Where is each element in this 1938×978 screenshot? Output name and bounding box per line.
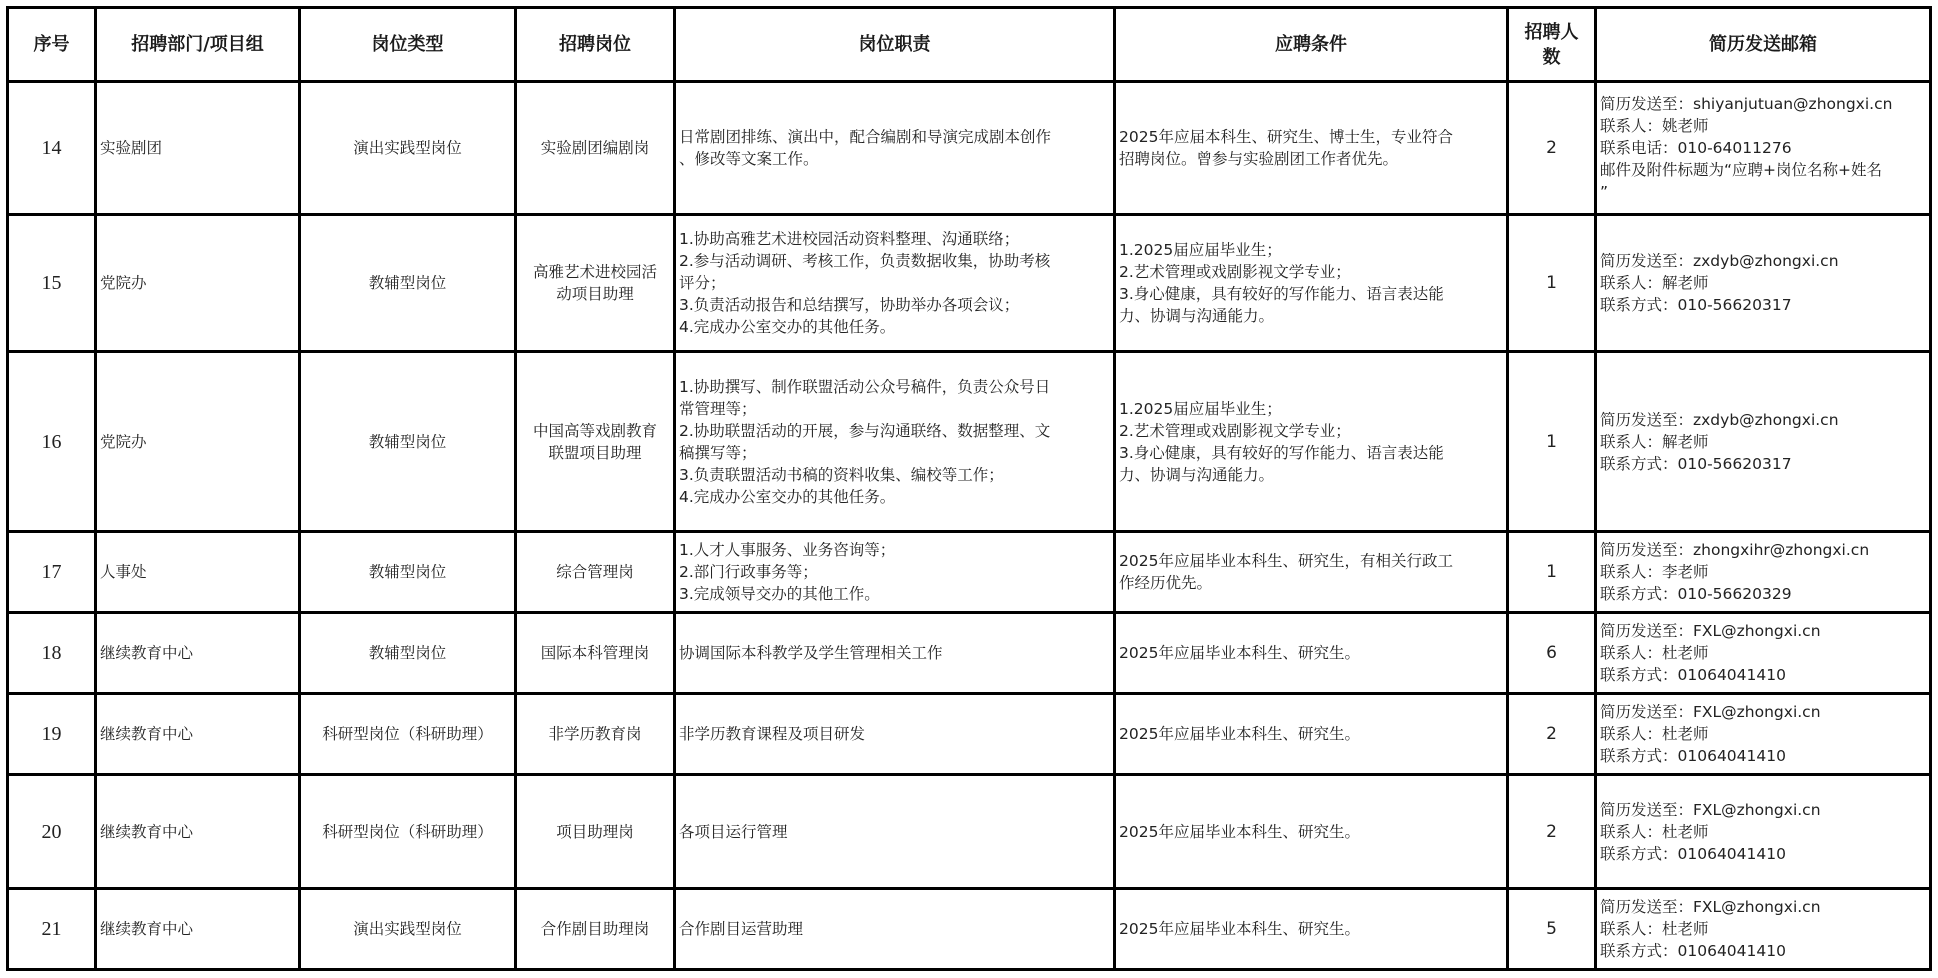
duties	[675, 775, 1115, 889]
requirement-line: 3.身心健康，具有较好的写作能力、语言表达能	[1119, 285, 1444, 303]
header-duties: 岗位职责	[675, 8, 1115, 82]
department: 继续教育中心	[96, 889, 300, 970]
header-requirements: 应聘条件	[1115, 8, 1508, 82]
header-row	[8, 8, 1931, 82]
duties	[675, 352, 1115, 532]
hire-count: 1	[1508, 352, 1596, 532]
duty-line: 4.完成办公室交办的其他任务。	[679, 318, 896, 336]
requirement-line: 2025年应届毕业本科生、研究生。	[1119, 822, 1360, 841]
requirements	[1115, 215, 1508, 352]
table-row	[8, 82, 1931, 215]
duty-line: 1.人才人事服务、业务咨询等；	[679, 541, 896, 559]
requirement-line: 2025年应届毕业本科生、研究生。	[1119, 920, 1360, 938]
requirements	[1115, 694, 1508, 775]
position-type: 教辅型岗位	[300, 352, 516, 532]
duty-line: 4.完成办公室交办的其他任务。	[679, 487, 896, 506]
contact-phone: 联系方式：01064041410	[1600, 747, 1786, 765]
position-line: 高雅艺术进校园活	[532, 263, 657, 281]
contact	[1596, 532, 1931, 613]
requirement-line: 1.2025届应届毕业生；	[1119, 241, 1282, 259]
department: 人事处	[96, 532, 300, 613]
contact-person: 联系人：杜老师	[1600, 644, 1709, 662]
duty-line: 1.协助撰写、制作联盟活动公众号稿件，负责公众号日	[679, 377, 1051, 396]
contact-email[interactable]: 简历发送至：FXL@zhongxi.cn	[1600, 622, 1821, 640]
duty-line: 3.负责活动报告和总结撰写，协助举办各项会议；	[679, 296, 1020, 314]
contact-phone: 联系方式：010-56620329	[1600, 585, 1792, 603]
position-type: 教辅型岗位	[300, 215, 516, 352]
contact-person: 联系人：姚老师	[1600, 117, 1709, 135]
contact-phone: 联系方式：01064041410	[1600, 844, 1786, 863]
recruitment-table	[6, 6, 1932, 971]
duty-line: 2.部门行政事务等；	[679, 563, 818, 581]
duty-line: 3.负责联盟活动书稿的资料收集、编校等工作；	[679, 465, 1004, 484]
duty-line: 非学历教育课程及项目研发	[679, 725, 866, 743]
serial-number: 17	[8, 532, 96, 613]
position-line: 联盟项目助理	[548, 443, 642, 462]
serial-number: 21	[8, 889, 96, 970]
duties	[675, 889, 1115, 970]
position-type: 演出实践型岗位	[300, 889, 516, 970]
requirements	[1115, 889, 1508, 970]
table-row	[8, 613, 1931, 694]
department: 党院办	[96, 215, 300, 352]
contact-phone: 联系方式：010-56620317	[1600, 454, 1792, 473]
contact	[1596, 613, 1931, 694]
serial-number: 14	[8, 82, 96, 215]
serial-number: 15	[8, 215, 96, 352]
contact-email[interactable]: 简历发送至：shiyanjutuan@zhongxi.cn	[1600, 95, 1893, 113]
requirements	[1115, 775, 1508, 889]
duty-line: 评分；	[679, 274, 726, 292]
header-count-line: 数	[1542, 46, 1561, 68]
requirements	[1115, 352, 1508, 532]
position-type: 教辅型岗位	[300, 613, 516, 694]
contact-email[interactable]: 简历发送至：zxdyb@zhongxi.cn	[1600, 252, 1839, 270]
requirement-line: 2025年应届本科生、研究生、博士生，专业符合	[1119, 128, 1453, 146]
duties	[675, 694, 1115, 775]
header-count-line: 招聘人	[1524, 21, 1579, 43]
contact	[1596, 694, 1931, 775]
hire-count: 2	[1508, 82, 1596, 215]
serial-number: 19	[8, 694, 96, 775]
header-position: 招聘岗位	[516, 8, 675, 82]
requirements	[1115, 532, 1508, 613]
contact-phone: 联系电话：010-64011276	[1600, 139, 1792, 157]
duties	[675, 613, 1115, 694]
header-position-type: 岗位类型	[300, 8, 516, 82]
duty-line: 2.参与活动调研、考核工作，负责数据收集，协助考核	[679, 252, 1051, 270]
duty-line: 稿撰写等；	[679, 443, 757, 462]
hire-count: 5	[1508, 889, 1596, 970]
contact-email[interactable]: 简历发送至：FXL@zhongxi.cn	[1600, 898, 1821, 916]
contact-person: 联系人：解老师	[1600, 432, 1709, 451]
serial-number: 16	[8, 352, 96, 532]
hire-count: 2	[1508, 694, 1596, 775]
table-row	[8, 352, 1931, 532]
contact-email[interactable]: 简历发送至：zxdyb@zhongxi.cn	[1600, 410, 1839, 429]
contact-person: 联系人：杜老师	[1600, 920, 1709, 938]
table-row	[8, 889, 1931, 970]
duty-line: 日常剧团排练、演出中，配合编剧和导演完成剧本创作	[679, 128, 1052, 146]
requirement-line: 作经历优先。	[1119, 574, 1213, 592]
duty-line: 合作剧目运营助理	[679, 920, 804, 938]
requirements	[1115, 613, 1508, 694]
requirements	[1115, 82, 1508, 215]
requirement-line: 2025年应届毕业本科生、研究生，有相关行政工	[1119, 552, 1453, 570]
department: 继续教育中心	[96, 613, 300, 694]
duties	[675, 532, 1115, 613]
requirement-line: 2.艺术管理或戏剧影视文学专业；	[1119, 263, 1351, 281]
duty-line: 3.完成领导交办的其他工作。	[679, 585, 880, 603]
position-name: 综合管理岗	[516, 532, 675, 613]
duty-line: 2.协助联盟活动的开展，参与沟通联络、数据整理、文	[679, 421, 1051, 440]
table-row	[8, 532, 1931, 613]
contact-phone: 联系方式：01064041410	[1600, 942, 1786, 960]
contact-person: 联系人：杜老师	[1600, 725, 1709, 743]
duty-line: 各项目运行管理	[679, 822, 788, 841]
contact-person: 联系人：解老师	[1600, 274, 1709, 292]
duty-line: 协调国际本科教学及学生管理相关工作	[679, 644, 943, 662]
hire-count: 2	[1508, 775, 1596, 889]
hire-count: 1	[1508, 215, 1596, 352]
requirement-line: 2025年应届毕业本科生、研究生。	[1119, 725, 1360, 743]
requirement-line: 2025年应届毕业本科生、研究生。	[1119, 644, 1360, 662]
position-type: 科研型岗位（科研助理）	[300, 775, 516, 889]
contact-phone: 联系方式：010-56620317	[1600, 296, 1792, 314]
position-name: 非学历教育岗	[516, 694, 675, 775]
department: 实验剧团	[96, 82, 300, 215]
requirement-line: 1.2025届应届毕业生；	[1119, 399, 1282, 418]
duties	[675, 215, 1115, 352]
requirement-line: 招聘岗位。曾参与实验剧团工作者优先。	[1119, 150, 1399, 168]
hire-count: 6	[1508, 613, 1596, 694]
position-name	[516, 215, 675, 352]
contact	[1596, 352, 1931, 532]
position-type: 演出实践型岗位	[300, 82, 516, 215]
duty-line: 、修改等文案工作。	[679, 150, 819, 168]
position-name: 合作剧目助理岗	[516, 889, 675, 970]
contact-person: 联系人：杜老师	[1600, 822, 1709, 841]
contact-person: 联系人：李老师	[1600, 563, 1709, 581]
position-type: 教辅型岗位	[300, 532, 516, 613]
contact	[1596, 82, 1931, 215]
contact-email[interactable]: 简历发送至：zhongxihr@zhongxi.cn	[1600, 541, 1870, 559]
contact-email[interactable]: 简历发送至：FXL@zhongxi.cn	[1600, 703, 1821, 721]
serial-number: 20	[8, 775, 96, 889]
contact	[1596, 889, 1931, 970]
header-serial: 序号	[8, 8, 96, 82]
position-name: 实验剧团编剧岗	[516, 82, 675, 215]
requirement-line: 2.艺术管理或戏剧影视文学专业；	[1119, 421, 1351, 440]
position-name: 项目助理岗	[516, 775, 675, 889]
contact	[1596, 215, 1931, 352]
department: 党院办	[96, 352, 300, 532]
position-name: 国际本科管理岗	[516, 613, 675, 694]
table-row	[8, 775, 1931, 889]
department: 继续教育中心	[96, 694, 300, 775]
serial-number: 18	[8, 613, 96, 694]
requirement-line: 力、协调与沟通能力。	[1119, 307, 1275, 325]
contact-phone: 联系方式：01064041410	[1600, 666, 1786, 684]
contact-email[interactable]: 简历发送至：FXL@zhongxi.cn	[1600, 800, 1821, 819]
duty-line: 1.协助高雅艺术进校园活动资料整理、沟通联络；	[679, 230, 1020, 248]
position-line: 动项目助理	[556, 285, 634, 303]
department: 继续教育中心	[96, 775, 300, 889]
email-subject-note: ”	[1600, 183, 1609, 201]
header-department: 招聘部门/项目组	[96, 8, 300, 82]
header-count	[1508, 8, 1596, 82]
header-contact: 简历发送邮箱	[1596, 8, 1931, 82]
email-subject-note: 邮件及附件标题为“应聘+岗位名称+姓名	[1600, 161, 1883, 179]
position-line: 中国高等戏剧教育	[532, 421, 657, 440]
requirement-line: 3.身心健康，具有较好的写作能力、语言表达能	[1119, 443, 1444, 462]
requirement-line: 力、协调与沟通能力。	[1119, 465, 1275, 484]
duty-line: 常管理等；	[679, 399, 757, 418]
table-row	[8, 694, 1931, 775]
table-row	[8, 215, 1931, 352]
duties	[675, 82, 1115, 215]
contact	[1596, 775, 1931, 889]
position-type: 科研型岗位（科研助理）	[300, 694, 516, 775]
position-name	[516, 352, 675, 532]
hire-count: 1	[1508, 532, 1596, 613]
